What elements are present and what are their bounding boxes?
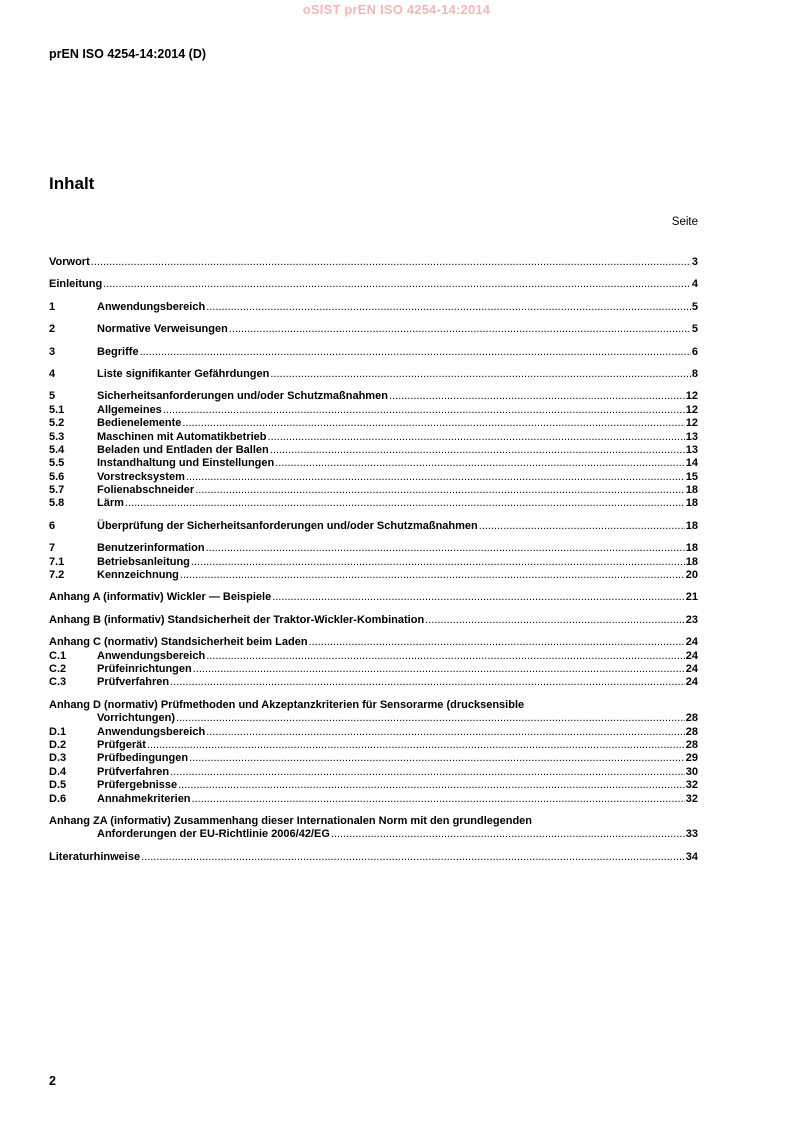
toc-entry-number: 5.2 (49, 417, 65, 430)
toc-entry-title: Prüfbedingungen (97, 752, 189, 765)
toc-entry-page: 8 (691, 367, 698, 380)
toc-entry[interactable] (49, 444, 698, 457)
toc-entry[interactable] (49, 779, 698, 792)
toc-entry[interactable] (49, 256, 698, 269)
toc-entry[interactable] (49, 346, 698, 359)
dot-leader (140, 346, 691, 359)
toc-entry[interactable] (49, 650, 698, 663)
toc-entry-number: 5.7 (49, 484, 65, 497)
toc-entry[interactable] (49, 556, 698, 569)
toc-entry-number: C.1 (49, 649, 67, 662)
dot-leader (206, 542, 685, 555)
dot-leader (331, 828, 685, 841)
watermark: oSIST prEN ISO 4254-14:2014 (302, 2, 491, 17)
toc-entry-page: 12 (685, 390, 698, 403)
dot-leader (189, 752, 685, 765)
dot-leader (170, 676, 685, 689)
toc-entry-title: Begriffe (97, 345, 139, 358)
dot-leader (275, 457, 685, 470)
toc-entry[interactable] (49, 390, 698, 403)
dot-leader (163, 404, 685, 417)
toc-entry-number: D.5 (49, 779, 67, 792)
toc-entry-page: 21 (685, 591, 698, 604)
toc-entry[interactable] (49, 752, 698, 765)
toc-entry-page: 12 (685, 403, 698, 416)
toc-entry[interactable] (49, 676, 698, 689)
toc-entry-number: D.4 (49, 765, 67, 778)
toc-entry-page: 28 (685, 738, 698, 751)
toc-entry-page: 24 (685, 676, 698, 689)
toc-entry-page: 18 (685, 519, 698, 532)
toc-entry-title: Anhang A (informativ) Wickler — Beispiele (49, 591, 272, 604)
toc-entry[interactable] (49, 766, 698, 779)
dot-leader (268, 431, 685, 444)
toc-entry-page: 32 (685, 779, 698, 792)
toc-entry-page: 23 (685, 613, 698, 626)
dot-leader (91, 256, 691, 269)
dot-leader (125, 497, 685, 510)
toc-entry-page: 4 (691, 278, 698, 291)
toc-entry-title: Kennzeichnung (97, 569, 179, 582)
page-number: 2 (49, 1074, 56, 1088)
toc-entry-number: 5.6 (49, 470, 65, 483)
toc-entry-title: Anforderungen der EU-Richtlinie 2006/42/EG (97, 828, 330, 841)
toc-entry-page: 30 (685, 765, 698, 778)
dot-leader (389, 390, 685, 403)
toc-entry-page: 18 (685, 542, 698, 555)
dot-leader (141, 851, 685, 864)
toc-entry-page: 18 (685, 497, 698, 510)
toc-entry-title: Anhang B (informativ) Standsicherheit der Traktor-Wickler-Kombination (49, 613, 425, 626)
toc-entry[interactable] (49, 569, 698, 582)
toc-entry[interactable] (49, 471, 698, 484)
toc-entry-number: D.3 (49, 752, 67, 765)
toc-entry-page: 28 (685, 712, 698, 725)
toc-entry-title: Annahmekriterien (97, 792, 191, 805)
toc-entry-number: D.1 (49, 725, 67, 738)
dot-leader (186, 471, 685, 484)
toc-entry-number: 2 (49, 323, 56, 336)
table-of-contents (49, 256, 698, 864)
toc-entry-title: Bedienelemente (97, 417, 182, 430)
document-id: prEN ISO 4254-14:2014 (D) (49, 47, 207, 61)
toc-entry-page: 18 (685, 484, 698, 497)
toc-entry-title: Überprüfung der Sicherheitsanforderungen und/oder Schutzmaßnahmen (97, 519, 478, 532)
toc-entry[interactable] (49, 739, 698, 752)
toc-entry-number: C.2 (49, 662, 67, 675)
toc-entry-title: Prüfverfahren (97, 765, 170, 778)
toc-entry-number: 5.5 (49, 457, 65, 470)
toc-entry-page: 5 (691, 300, 698, 313)
toc-entry-title: Liste signifikanter Gefährdungen (97, 367, 270, 380)
dot-leader (206, 726, 685, 739)
toc-entry-number: 7 (49, 542, 56, 555)
toc-entry[interactable] (49, 614, 698, 627)
toc-entry[interactable] (49, 278, 698, 291)
toc-entry-title: Anwendungsbereich (97, 725, 206, 738)
toc-entry[interactable] (49, 636, 698, 649)
toc-entry-title: Benutzerinformation (97, 542, 205, 555)
toc-entry-number: 5.4 (49, 443, 65, 456)
toc-entry-title: Sicherheitsanforderungen und/oder Schutzmaßnahmen (97, 390, 388, 403)
toc-entry-number: 5 (49, 390, 56, 403)
toc-entry-number: 7.1 (49, 555, 65, 568)
toc-entry-page: 24 (685, 649, 698, 662)
toc-entry[interactable] (49, 793, 698, 806)
toc-entry-page: 14 (685, 457, 698, 470)
toc-entry-title: Anhang C (normativ) Standsicherheit beim Laden (49, 636, 308, 649)
toc-entry[interactable] (49, 815, 698, 842)
dot-leader (193, 663, 685, 676)
dot-leader (206, 650, 685, 663)
toc-entry-page: 28 (685, 725, 698, 738)
dot-leader (272, 591, 685, 604)
toc-entry-page: 12 (685, 417, 698, 430)
toc-entry[interactable] (49, 368, 698, 381)
toc-entry-title: Prüfergebnisse (97, 779, 178, 792)
toc-entry-page: 5 (691, 323, 698, 336)
toc-entry-title: Prüfverfahren (97, 676, 170, 689)
toc-entry[interactable] (49, 497, 698, 510)
toc-entry-title: Prüfeinrichtungen (97, 662, 192, 675)
toc-entry[interactable] (49, 663, 698, 676)
toc-entry-page: 15 (685, 470, 698, 483)
toc-entry-title: Normative Verweisungen (97, 323, 228, 336)
dot-leader (195, 484, 685, 497)
dot-leader (479, 520, 685, 533)
toc-entry-title: Vorstrecksystem (97, 470, 185, 483)
dot-leader (182, 417, 684, 430)
dot-leader (229, 323, 691, 336)
toc-entry-title: Anhang ZA (informativ) Zusammenhang dieser Internationalen Norm mit den grundlegenden (49, 814, 533, 827)
toc-entry[interactable] (49, 404, 698, 417)
toc-entry-page: 24 (685, 662, 698, 675)
dot-leader (170, 766, 685, 779)
toc-entry-page: 32 (685, 792, 698, 805)
toc-entry-title: Prüfgerät (97, 738, 146, 751)
toc-entry-page: 24 (685, 636, 698, 649)
toc-entry-title: Einleitung (49, 278, 103, 291)
toc-entry-number: 7.2 (49, 569, 65, 582)
dot-leader (191, 556, 685, 569)
toc-entry[interactable] (49, 542, 698, 555)
toc-entry-page: 33 (685, 828, 698, 841)
page-title: Inhalt (49, 174, 95, 193)
toc-entry-number: 1 (49, 300, 56, 313)
dot-leader (206, 301, 691, 314)
toc-entry-title: Allgemeines (97, 403, 162, 416)
toc-entry[interactable] (49, 457, 698, 470)
dot-leader (180, 569, 685, 582)
toc-entry-number: 6 (49, 519, 56, 532)
toc-entry-number: C.3 (49, 676, 67, 689)
toc-entry-number: 3 (49, 345, 56, 358)
dot-leader (103, 278, 691, 291)
toc-entry-number: 5.8 (49, 497, 65, 510)
toc-entry-page: 34 (685, 850, 698, 863)
toc-entry-number: 5.1 (49, 403, 65, 416)
toc-entry-title: Betriebsanleitung (97, 555, 190, 568)
toc-entry[interactable] (49, 699, 698, 726)
toc-entry-title: Maschinen mit Automatikbetrieb (97, 430, 267, 443)
toc-entry-page: 3 (691, 256, 698, 268)
toc-entry[interactable] (49, 726, 698, 739)
toc-entry-page: 29 (685, 752, 698, 765)
toc-entry-number: 5.3 (49, 430, 65, 443)
dot-leader (176, 712, 685, 725)
toc-entry-number: D.6 (49, 792, 67, 805)
toc-entry[interactable] (49, 484, 698, 497)
toc-entry-title: Literaturhinweise (49, 850, 141, 863)
dot-leader (270, 368, 691, 381)
toc-entry[interactable] (49, 591, 698, 604)
toc-entry[interactable] (49, 417, 698, 430)
toc-entry-title: Anhang D (normativ) Prüfmethoden und Akzeptanzkriterien für Sensorarme (drucksensible (49, 698, 525, 711)
toc-entry[interactable] (49, 851, 698, 864)
toc-entry-page: 6 (691, 345, 698, 358)
toc-entry[interactable] (49, 323, 698, 336)
toc-entry-title: Anwendungsbereich (97, 300, 206, 313)
dot-leader (192, 793, 685, 806)
toc-entry-title: Instandhaltung und Einstellungen (97, 457, 275, 470)
toc-entry[interactable] (49, 301, 698, 314)
dot-leader (309, 636, 685, 649)
toc-entry-page: 13 (685, 443, 698, 456)
toc-entry-page: 20 (685, 569, 698, 582)
toc-entry-title: Lärm (97, 497, 124, 510)
toc-entry-number: 4 (49, 367, 56, 380)
toc-entry-title: Anwendungsbereich (97, 649, 206, 662)
toc-entry-page: 13 (685, 430, 698, 443)
toc-entry-title: Vorrichtungen) (97, 712, 176, 725)
toc-entry-title: Folienabschneider (97, 484, 195, 497)
toc-entry[interactable] (49, 431, 698, 444)
dot-leader (270, 444, 685, 457)
toc-entry-number: D.2 (49, 738, 67, 751)
toc-entry[interactable] (49, 520, 698, 533)
dot-leader (147, 739, 685, 752)
page-column-label: Seite (671, 216, 698, 228)
toc-entry-title: Beladen und Entladen der Ballen (97, 443, 269, 456)
toc-entry-page: 18 (685, 555, 698, 568)
dot-leader (178, 779, 685, 792)
dot-leader (425, 614, 685, 627)
toc-entry-title: Vorwort (49, 256, 90, 268)
